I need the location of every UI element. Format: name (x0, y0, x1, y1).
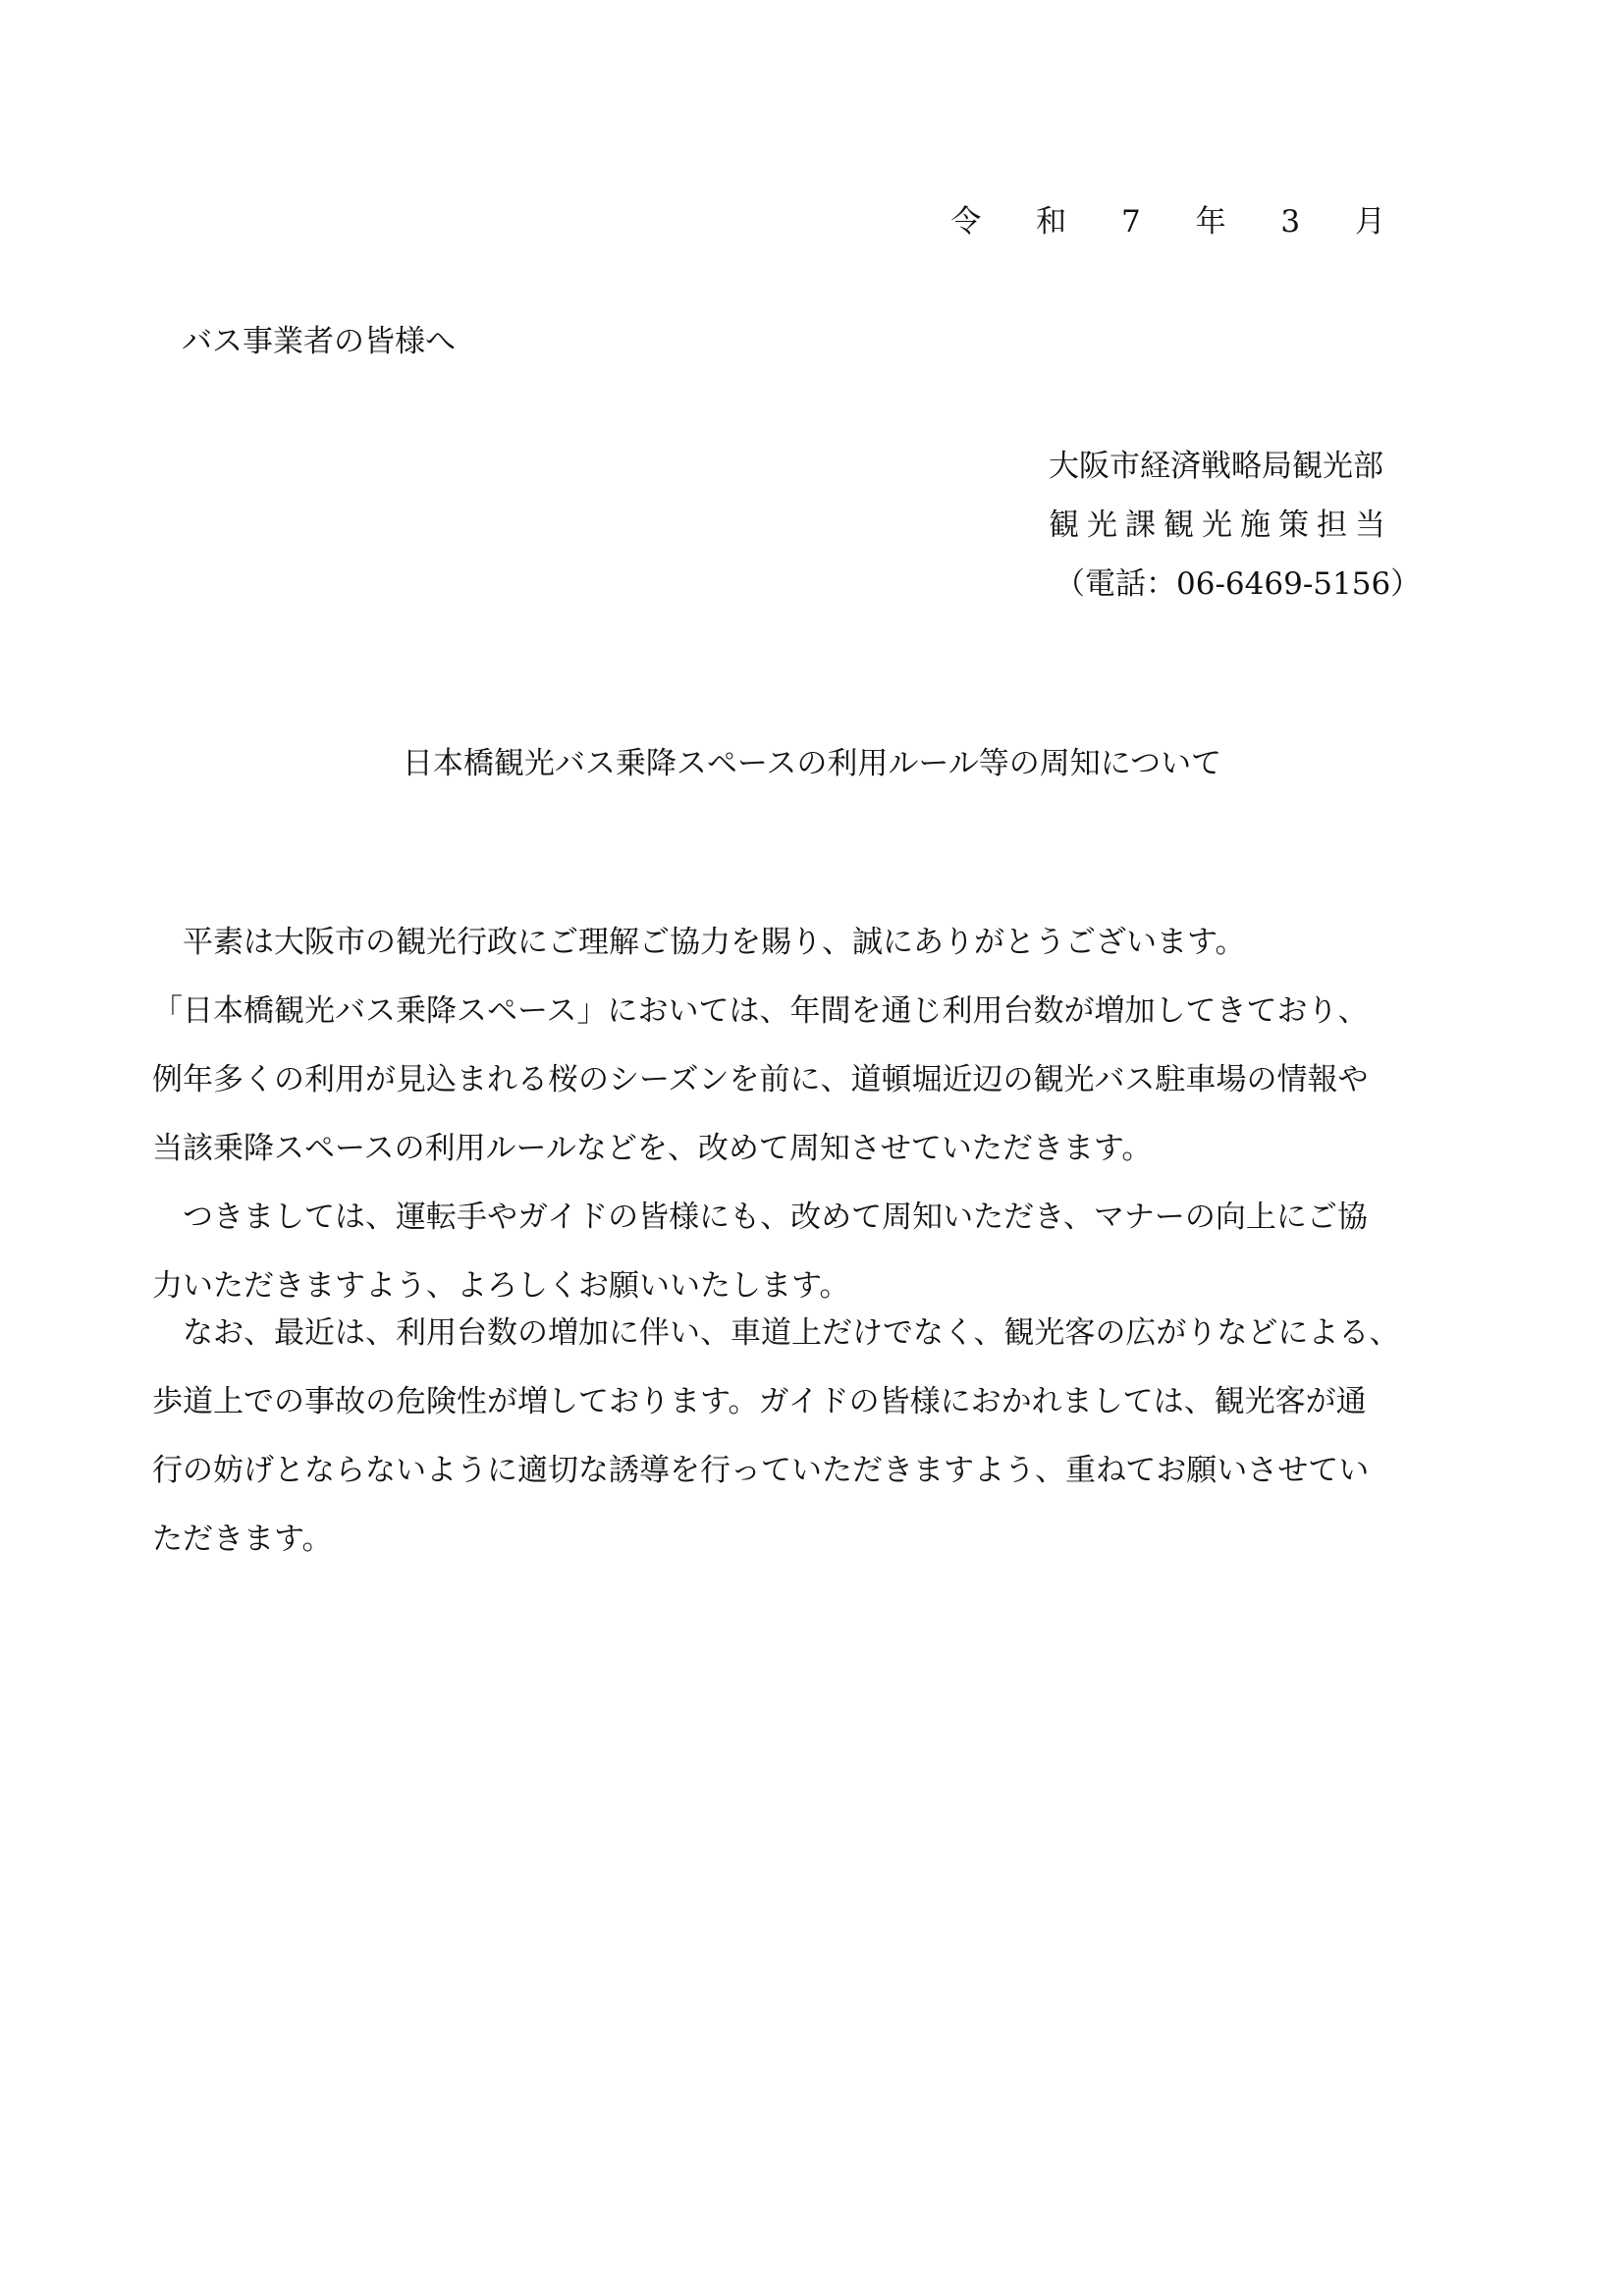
body-line: ただきます。 (152, 1522, 333, 1557)
body-line: 当該乗降スペースの利用ルールなどを、改めて周知させていただきます。 (152, 1131, 1153, 1166)
document-date: 令 和 7 年 3 月 (950, 204, 1408, 240)
body-paragraph-1 (152, 908, 1468, 1320)
body-line: 「日本橋観光バス乗降スペース」においては、年間を通じ利用台数が増加してきており、 (152, 993, 1369, 1029)
body-line: 行の妨げとならないように適切な誘導を行っていただきますよう、重ねてお願いさせてい (152, 1453, 1370, 1488)
body-line: つきましては、運転手やガイドの皆様にも、改めて周知いただき、マナーの向上にご協 (152, 1200, 1368, 1235)
body-line: 歩道上での事故の危険性が増しております。ガイドの皆様におかれましては、観光客が通 (152, 1384, 1367, 1419)
body-line: 例年多くの利用が見込まれる桜のシーズンを前に、道頓堀近辺の観光バス駐車場の情報や (152, 1062, 1369, 1097)
body-line: 平素は大阪市の観光行政にご理解ご協力を賜り、誠にありがとうございます。 (152, 925, 1246, 960)
body-line: 力いただきますよう、よろしくお願いいたします。 (152, 1268, 850, 1304)
sender-block (1049, 437, 1421, 614)
sender-phone: （電話：06-6469-5156） (1055, 566, 1422, 602)
body-paragraph-2 (152, 1299, 1468, 1574)
addressee: バス事業者の皆様へ (182, 324, 456, 359)
sender-section: 観光課観光施策担当 (1049, 507, 1393, 543)
sender-department: 大阪市経済戦略局観光部 (1049, 449, 1383, 484)
document-subject: 日本橋観光バス乗降スペースの利用ルール等の周知について (402, 746, 1222, 781)
body-line: なお、最近は、利用台数の増加に伴い、車道上だけでなく、観光客の広がりなどによる、 (152, 1315, 1400, 1351)
